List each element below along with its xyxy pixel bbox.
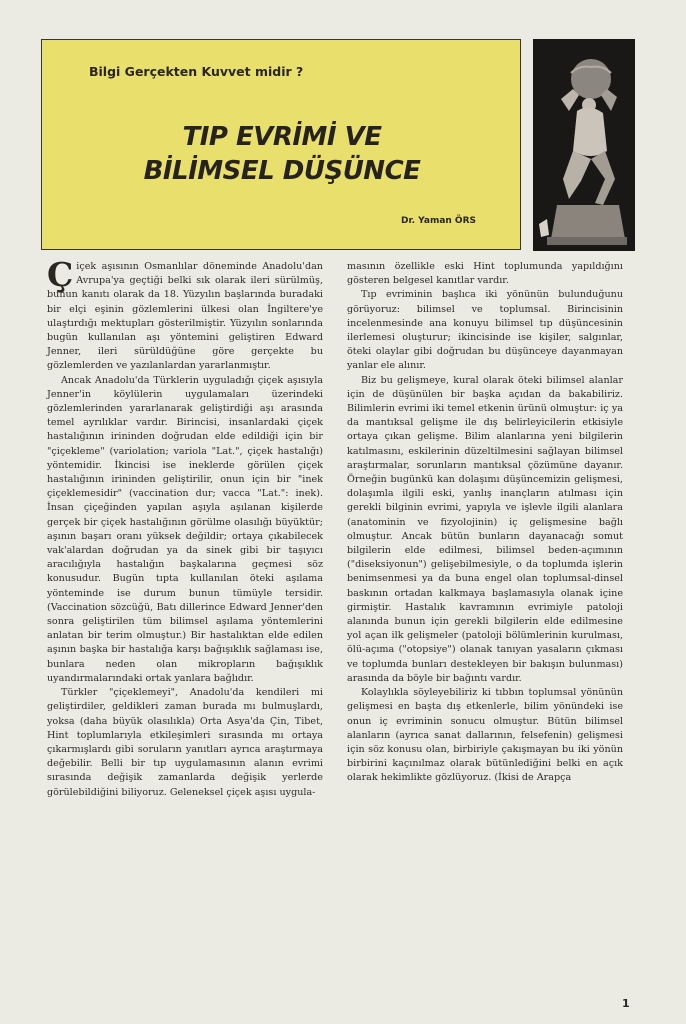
- title-box: [41, 39, 521, 250]
- drop-cap: Ç: [47, 255, 74, 294]
- paragraph: Biz bu gelişmeye, kural olarak öteki bilimsel alanlar için de düşünülen bir başka açıdan da bakabiliriz. Bilimlerin evrimi iki temel etkenin ürünü olmuştur: iç ya da mantıksal gelişme ile dış belirleyicilerin etkisiyle ortaya çıkan gelişme. Bilim alanlarına yeni bilgilerin katılmasını, eskilerinin düzeltilmesini sağlayan bilimsel araştırmalar, sorunların mantıksal çözümüne dayanır. Örneğin bugünkü kan dolaşımı düşüncemizin gelişmesi, dolaşımla ilgili eski, yanlış inançların atılması için gerekli bilginin evrimi, yapıyla ve işlevle ilgili alanlara (anatominin ve fizyolojinin) iç gelişmesine bağlı olmuştur. Ancak bütün bunların dayanacağı somut bilgilerin elde edilmesi, bilimsel beden-açımının ("diseksiyonun") gelişebilmesiyle, o da toplumda işlerin benimsenmesi ya da buna engel olan toplumsal-dinsel baskının ortadan kalkmaya başlamasıyla olanak içine girmiştir. Hastalık kavramının evrimiyle patoloji alanında bunun için gerekli bilgilerin elde edilmesine yol açan ilk gelişmeler (patoloji bölümlerinin kurulması, ölü-açıma ("otopsiye") olanak tanıyan yasaların çıkması ve toplumda bunları destekleyen bir bakışın bulunması) arasında da böyle bir bağıntı vardır.: [347, 374, 623, 684]
- left-text-column: [47, 255, 323, 800]
- atlas-statue-image: [533, 39, 635, 251]
- paragraph: [47, 255, 323, 374]
- paragraph: Türkler "çiçeklemeyi", Anadolu'da kendileri mi geliştirdiler, geldikleri zaman burada mı bulmuşlardı, yoksa (daha büyük olasılıkla) Orta Asya'da Çin, Tibet, Hint toplumlarıyla etkileşimleri sırasında mı ortaya çıkarmışlardı gibi soruların yanıtları ayrıca araştırmaya değebilir. Belli bir tıp uygulamasının alanın evrimi sırasında değişik zamanlarda değişik yerlerde görülebildiğini biliyoruz. Geleneksel çiçek aşısı uygula-: [47, 687, 323, 798]
- article-title-line1: TIP EVRİMİ VE: [182, 122, 382, 152]
- right-text-column: [347, 260, 623, 786]
- paragraph-text: içek aşısının Osmanlılar döneminde Anadolu'dan Avrupa'ya geçtiği belki sık olarak ileri sürülmüş, bunun kanıtı olarak da 18. Yüzyılın başlarında buradaki bir elçi eşinin gözlemlerini ülkesi olan İngiltere'ye ulaştırdığı mektupları gösterilmiştir. Yüzyılın sonlarında bugün kullanılan aşı yöntemini geliştiren Edward Jenner, ileri sürüldüğüne göre gerçekte bu gözlemlerden ve yazılanlardan yararlanmıştır.: [47, 261, 323, 372]
- page-number: 1: [622, 997, 630, 1010]
- paragraph: Ancak Anadolu'da Türklerin uyguladığı çiçek aşısıyla Jenner'in köylülerin uygulamaları üzerindeki gözlemlerinden yararlanarak geliştirdiği aşı arasında temel ayrılıklar vardır. Birincisi, insanlardaki çiçek hastalığının irininden doğrudan elde edildiği için bir "çiçekleme" (variolation; variola "Lat.", çiçek hastalığı) yöntemidir. İkincisi ise ineklerde görülen çiçek hastalığının irininden geliştirilir, onun için bir "inek çiçeklemesidir" (vaccination dur; vacca "Lat.": inek). İnsan çiçeğinden yapılan aşıyla aşılanan kişilerde gerçek bir çiçek hastalığının görülme olasılığı büyüktür; aşının başarı oranı yüksek değildir; ortaya çıkabilecek vak'alardan doğrudan ya da sinek gibi bir taşıyıcı aracılığıyla hastalığın başkalarına geçmesi söz konusudur. Bugün tıpta kullanılan öteki aşılama yönteminde ise durum bunun tümüyle tersidir. (Vaccination sözcüğü, Batı dillerince Edward Jenner'den sonra geliştirilen tüm bilimsel aşılama yöntemlerini anlatan bir terim olmuştur.) Bir hastalıktan elde edilen aşının başka bir hastalığa karşı bağışıklık sağlaması ise, bunlara neden olan mikropların bağışıklık uyandırmalarındaki ortak yanlara bağlıdır.: [47, 374, 323, 684]
- author-name: Dr. Yaman ÖRS: [401, 216, 476, 226]
- paragraph: Kolaylıkla söyleyebiliriz ki tıbbın toplumsal yönünün gelişmesi en başta dış etkenlerle, bilim yönündeki ise onun iç evriminin sonucu olmuştur. Bütün bilimsel alanların (ayrıca sanat dallarının, felsefenin) gelişmesi için söz konusu olan, birbiriyle çakışmayan bu iki yönün birbirini kaçınılmaz olarak bütünlediğini belki en açık olarak hekimlikte gözlüyoruz. (İkisi de Arapça: [347, 687, 623, 784]
- paragraph: Tıp evriminin başlıca iki yönünün bulunduğunu görüyoruz: bilimsel ve toplumsal. Birincisinin incelenmesinde ana konuyu bilimsel tıp düşüncesinin ilerlemesi oluşturur; ikincisinde ise kişiler, salgınlar, öteki olaylar gibi doğrudan bu düşünceye dayanmayan yanlar ele alınır.: [347, 289, 623, 372]
- article-title-line2: BİLİMSEL DÜŞÜNCE: [143, 156, 421, 186]
- kicker-question: Bilgi Gerçekten Kuvvet midir ?: [89, 64, 304, 79]
- atlas-statue-photo: [533, 39, 635, 251]
- paragraph: masının özellikle eski Hint toplumunda yapıldığını gösteren belgesel kanıtlar vardır.: [347, 261, 623, 287]
